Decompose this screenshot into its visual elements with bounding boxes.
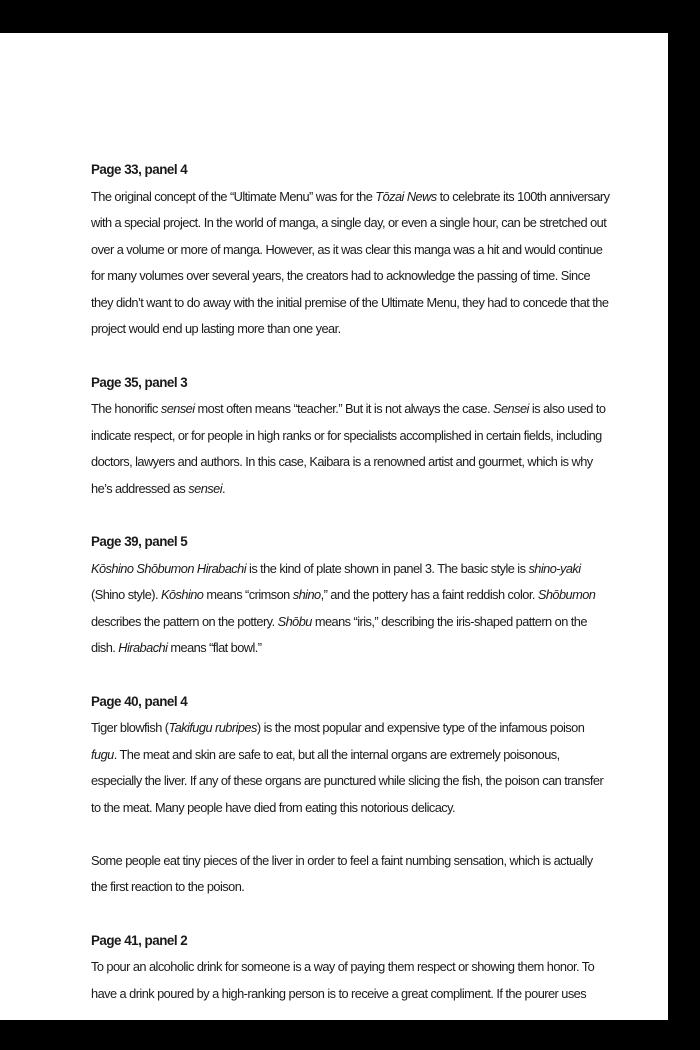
note-heading: Page 39, panel 5 [91, 534, 188, 549]
document-page [0, 33, 668, 1020]
text-segment: means “iris,” describing the iris-shaped pattern on the dish. [91, 613, 587, 655]
notes-content [91, 157, 611, 1020]
text-segment: (Shino style). [91, 587, 161, 602]
text-segment: ) is the most popular and expensive type of the infamous poison [256, 720, 585, 735]
note-page-40-panel-4 [91, 689, 611, 901]
note-paragraph [91, 556, 611, 662]
note-paragraph [91, 954, 611, 1007]
note-page-39-panel-5 [91, 529, 611, 662]
italic-text: Shōbumon [537, 587, 596, 602]
text-segment: describes the pattern on the pottery. [91, 613, 278, 629]
text-segment: The honorific [91, 401, 161, 416]
note-paragraph [91, 848, 611, 901]
italic-text: shino-yaki [528, 560, 581, 576]
italic-text: sensei [188, 480, 222, 496]
italic-text: Tōzai News [375, 188, 437, 204]
italic-text: Shōbu [277, 613, 312, 629]
text-segment: ,” and the pottery has a faint reddish color. [320, 587, 538, 602]
note-page-41-panel-2 [91, 928, 611, 1008]
text-segment: The original concept of the “Ultimate Menu” was for the [91, 188, 376, 204]
text-segment: Some people eat tiny pieces of the liver in order to feel a faint numbing sensation, which is actually the first reaction to the poison. [91, 852, 593, 894]
italic-text: Takifugu rubripes [168, 720, 257, 735]
italic-text: Sensei [493, 401, 529, 416]
note-heading: Page 41, panel 2 [91, 932, 188, 948]
note-page-33-panel-4 [91, 157, 611, 343]
text-segment: means “flat bowl.” [167, 640, 262, 655]
note-heading: Page 35, panel 3 [91, 374, 188, 390]
italic-text: Hirabachi [118, 640, 168, 655]
italic-text: Kōshino [160, 587, 204, 602]
text-segment: To pour an alcoholic drink for someone is a way of paying them respect or showing them honor. To have a drink poured by a high-ranking person is to receive a great compliment. If the pourer uses [91, 959, 595, 1001]
note-paragraph [91, 396, 611, 502]
italic-text: shino [292, 587, 321, 602]
text-segment: means “crimson [203, 587, 293, 602]
note-paragraph [91, 715, 611, 821]
text-segment: . The meat and skin are safe to eat, but all the internal organs are extremely poisonous, especially the liver. If any of these organs are punctured while slicing the fish, the poison can transfer to the meat. Many people have died from eating this notorious delicacy. [91, 746, 604, 815]
note-heading: Page 33, panel 4 [91, 162, 188, 177]
text-segment: Tiger blowfish ( [91, 720, 169, 735]
note-paragraph [91, 184, 611, 343]
italic-text: Kōshino Shōbumon Hirabachi [91, 560, 247, 576]
text-segment: is also used to indicate respect, or for people in high ranks or for specialists accomplished in certain fields, including doctors, lawyers and authors. In this case, Kaibara is a renowned artist and gourmet, which is why he’s addressed as [91, 401, 606, 496]
text-segment: most often means “teacher.” But it is not always the case. [194, 401, 493, 416]
text-segment: . [222, 480, 226, 496]
note-page-35-panel-3 [91, 370, 611, 503]
note-heading: Page 40, panel 4 [91, 693, 188, 709]
italic-text: fugu [91, 746, 114, 762]
italic-text: sensei [160, 401, 195, 416]
text-segment: is the kind of plate shown in panel 3. The basic style is [246, 560, 529, 576]
text-segment: to celebrate its 100th anniversary with a special project. In the world of manga, a single day, or even a single hour, can be stretched out over a volume or more of manga. However, as it was clear this manga was a hit and would continue for many volumes over several years, the creators had to acknowledge the passing of time. Since they didn’t want to do away with the initial premise of the Ultimate Menu, they had to concede that the project would end up lasting more than one year. [91, 188, 610, 336]
